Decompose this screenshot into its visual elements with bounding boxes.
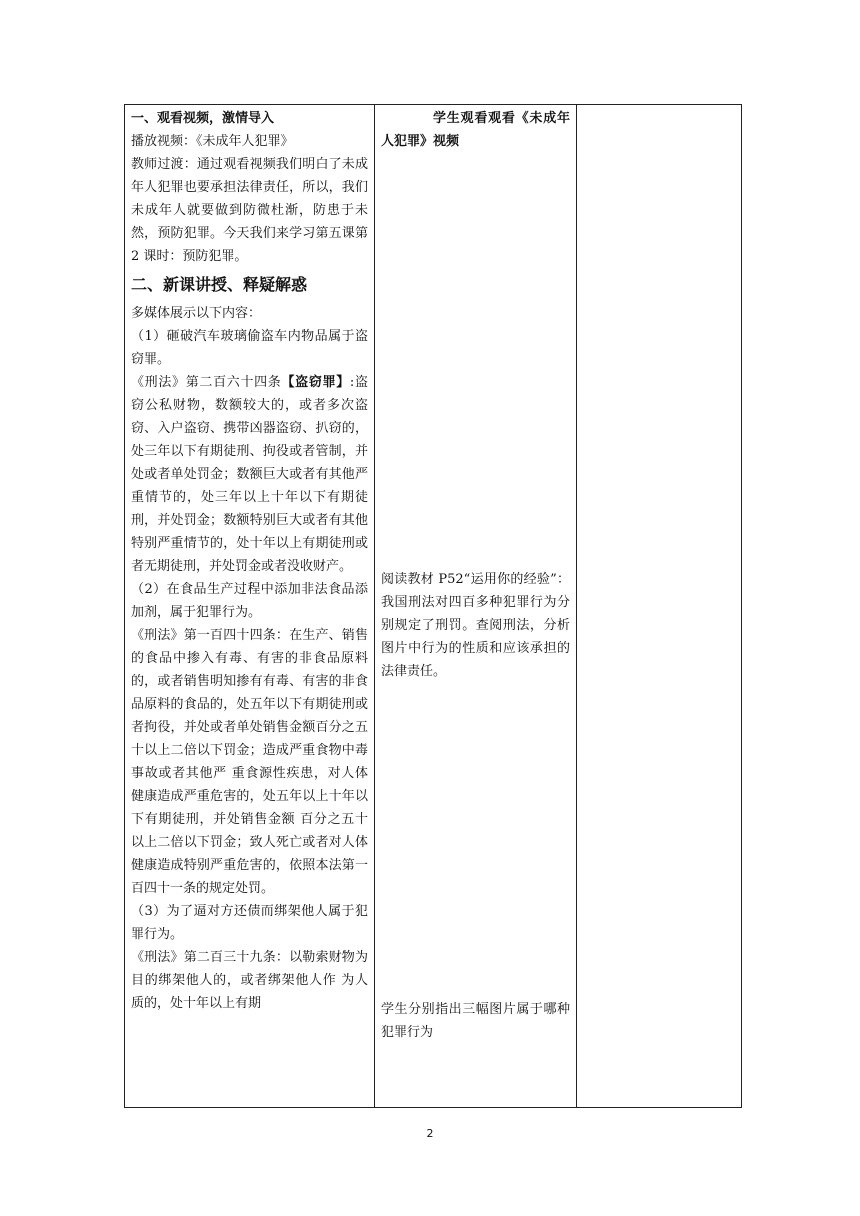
law-name-bold: 【盗窃罪】 (281, 375, 350, 390)
list-item: （1）砸破汽车玻璃偷盗车内物品属于盗窃罪。 (131, 329, 368, 367)
list-item: （2）在食品生产过程中添加非法食品添加剂，属于犯罪行为。 (131, 582, 368, 620)
section-heading-2: 二、新课讲授、释疑解惑 (131, 275, 308, 294)
law-paragraph-2: 《刑法》第一百四十四条：在生产、销售的食品中掺入有毒、有害的非食品原料的，或者销售明知掺有有毒、有害的非食品原料的食品的，处五年以下有期徒刑或者拘役，并处或者单处销售金额百分之五十以上二倍以下罚金；造成严重食物中毒事故或者其他严 重食源性疾患，对人体健康造成严重危害的，处五年以上十年以下有期徒刑，并处销售金额 百分之五十以上二倍以下罚金；致人死亡或者对人体健康造成特别严重危害的，依照本法第一百四十一条的规定处罚。 (131, 628, 368, 896)
page-number: 2 (426, 1127, 434, 1140)
section-heading-1: 一、观看视频，激情导入 (131, 111, 275, 126)
student-activity-2: 阅读教材 P52“运用你的经验”：我国刑法对四百多种犯罪行为分别规定了刑罚。查阅刑法，分析图片中行为的性质和应该承担的法律责任。 (381, 572, 570, 679)
paragraph: 播放视频：《未成年人犯罪》 (131, 134, 294, 149)
law-text: :盗窃公私财物，数额较大的，或者多次盗窃、入户盗窃、携带凶器盗窃、扒窃的，处三年以下有期徒刑、拘役或者管制，并处或者单处罚金；数额巨大或者有其他严重情节的，处三年以上十年以下有期徒刑，并处罚金；数额特别巨大或者有其他特别严重情节的，处十年以上有期徒刑或者无期徒刑，并处罚金或者没收财产。 (131, 375, 368, 574)
student-activity-1: 学生观看观看《未成年人犯罪》视频 (381, 111, 570, 149)
law-paragraph-1 (131, 371, 368, 578)
list-item: （3）为了逼对方还债而绑架他人属于犯罪行为。 (131, 904, 368, 942)
student-activity-3: 学生分别指出三幅图片属于哪种犯罪行为 (381, 1002, 570, 1040)
notes-cell (577, 105, 742, 1108)
lesson-table (124, 104, 742, 1108)
student-activity-cell (375, 105, 577, 1108)
paragraph: 多媒体展示以下内容： (131, 306, 262, 321)
law-paragraph-3: 《刑法》第二百三十九条：以勒索财物为目的绑架他人的，或者绑架他人作 为人质的，处十年以上有期 (131, 950, 368, 1011)
teacher-activity-cell (125, 105, 375, 1108)
table-row (125, 105, 742, 1108)
paragraph: 教师过渡：通过观看视频我们明白了未成年人犯罪也要承担法律责任，所以，我们未成年人就要做到防微杜渐，防患于未然，预防犯罪。今天我们来学习第五课第 2 课时：预防犯罪。 (131, 157, 368, 264)
law-title: 《刑法》第二百六十四条 (131, 375, 282, 390)
